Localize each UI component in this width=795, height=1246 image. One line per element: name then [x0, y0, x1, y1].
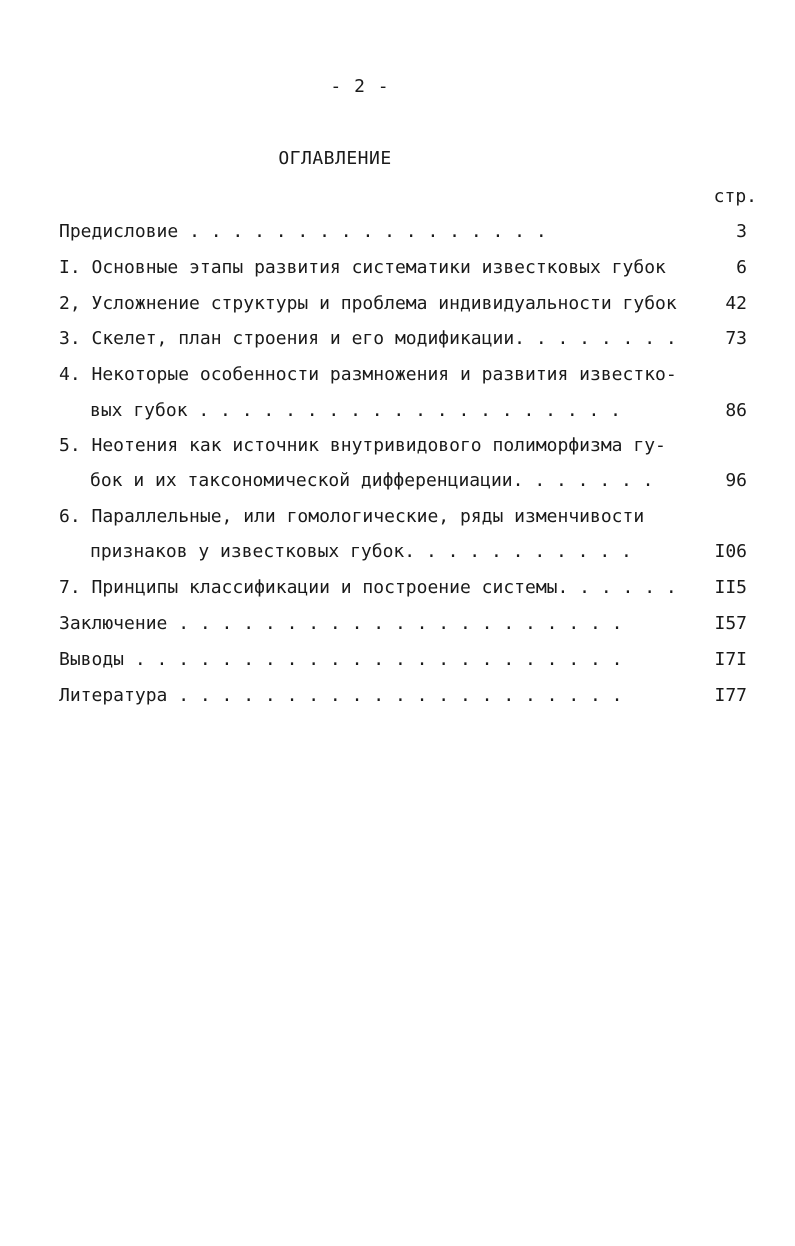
toc-entry-text: бок и их таксономической дифференциации. . . . . . .	[90, 470, 654, 491]
toc-entry-text: Предисловие . . . . . . . . . . . . . . . . .	[59, 221, 547, 242]
toc-entry-page: II5	[714, 577, 747, 598]
toc-entry-page: 96	[725, 470, 747, 491]
toc-entry-page: I57	[714, 613, 747, 634]
toc-entry-page: 3	[736, 221, 747, 242]
toc-row-6	[59, 503, 759, 531]
toc-entry-text: 6. Параллельные, или гомологические, ряды изменчивости	[59, 506, 645, 527]
toc-entry-page: I06	[714, 541, 747, 562]
toc-row-6-cont	[59, 538, 759, 566]
toc-entry-page: 73	[725, 328, 747, 349]
toc-row-conclusion	[59, 610, 759, 638]
toc-entry-text: 4. Некоторые особенности размножения и развития известко-	[59, 364, 677, 385]
toc-row-1	[59, 254, 759, 282]
toc-row-2	[59, 290, 759, 318]
toc-entry-page: 6	[736, 257, 747, 278]
toc-entry-page: I7I	[714, 649, 747, 670]
toc-entry-text: I. Основные этапы развития систематики известковых губок	[59, 257, 666, 278]
toc-row-literature	[59, 682, 759, 710]
toc-title: ОГЛАВЛЕНИЕ	[278, 148, 392, 169]
toc-entry-text: 5. Неотения как источник внутривидового полиморфизма гу-	[59, 435, 666, 456]
toc-entry-text: 3. Скелет, план строения и его модификации. . . . . . . .	[59, 328, 677, 349]
toc-row-preface	[59, 218, 759, 246]
page-column-label: стр.	[713, 186, 757, 207]
page-number: - 2 -	[330, 76, 390, 97]
toc-entry-text: 2, Усложнение структуры и проблема индивидуальности губок	[59, 293, 677, 314]
toc-entry-page: 42	[725, 293, 747, 314]
toc-entry-text: 7. Принципы классификации и построение системы. . . . . .	[59, 577, 677, 598]
toc-row-4-cont	[59, 397, 759, 425]
toc-row-5	[59, 432, 759, 460]
toc-entry-text: Заключение . . . . . . . . . . . . . . . . . . . . .	[59, 613, 623, 634]
toc-entry-text: вых губок . . . . . . . . . . . . . . . . . . . .	[90, 400, 622, 421]
toc-entry-text: Выводы . . . . . . . . . . . . . . . . . . . . . . .	[59, 649, 623, 670]
toc-row-findings	[59, 646, 759, 674]
toc-row-4	[59, 361, 759, 389]
toc-row-3	[59, 325, 759, 353]
toc-entry-page: 86	[725, 400, 747, 421]
toc-entry-text: Литература . . . . . . . . . . . . . . . . . . . . .	[59, 685, 623, 706]
toc-row-5-cont	[59, 467, 759, 495]
toc-entry-page: I77	[714, 685, 747, 706]
toc-row-7	[59, 574, 759, 602]
toc-entry-text: признаков у известковых губок. . . . . . . . . . .	[90, 541, 632, 562]
